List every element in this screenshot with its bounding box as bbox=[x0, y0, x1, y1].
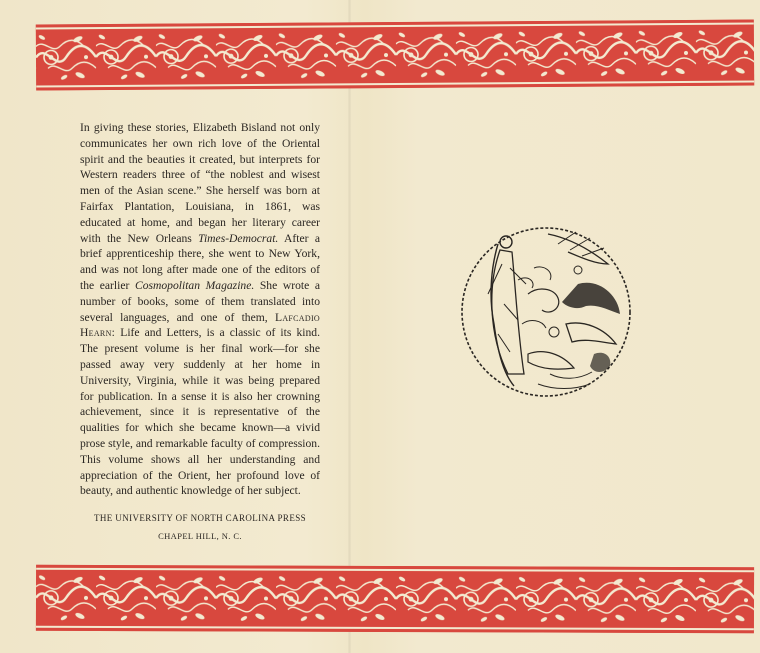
jacket-flap-blurb bbox=[80, 120, 320, 499]
blurb-text-4: Life and Letters, is a classic of its kind. The present volume is her final work—for she passed away very suddenly at her home in University, Virginia, while it was being prepared for publication. In a sense it is also her crowning achievement, since it is representative of the qualities for which she became known—a vivid prose style, and remarkable faculty of compression. This volume shows all her understanding and appreciation of the Orient, her profound love of beauty, and authentic knowledge of her subject. bbox=[80, 326, 320, 498]
floral-vine-pattern bbox=[36, 565, 754, 634]
blurb-text-2: After a brief apprenticeship there, she went to New York, and was not long after made one of the editors of the earlier bbox=[80, 231, 320, 292]
center-fold bbox=[348, 0, 351, 653]
publisher-place: CHAPEL HILL, N. C. bbox=[158, 531, 242, 541]
bottom-floral-border bbox=[36, 565, 754, 634]
blurb-italic-magazine: Cosmopolitan Magazine. bbox=[134, 278, 255, 292]
blurb-smallcaps-title: Lafcadio Hearn: bbox=[80, 310, 320, 340]
blurb-text-3: She wrote a number of books, some of them translated into several languages, and one of them, bbox=[80, 278, 320, 324]
blurb-italic-newspaper: Times-Democrat. bbox=[198, 231, 279, 245]
blurb-text-1: In giving these stories, Elizabeth Bisland not only communicates her own rich love of the Oriental spirit and the beauties it created, but interprets for Western readers three of “the noblest and wisest men of the Asian scene.” She herself was born at Fairfax Plantation, Louisiana, in 1861, was educated at home, and began her literary career with the New Orleans bbox=[80, 121, 320, 245]
top-floral-border bbox=[36, 19, 754, 90]
floral-vine-pattern bbox=[36, 19, 754, 90]
oriental-medallion-illustration bbox=[458, 224, 634, 400]
publisher-name: THE UNIVERSITY OF NORTH CAROLINA PRESS bbox=[93, 513, 307, 523]
